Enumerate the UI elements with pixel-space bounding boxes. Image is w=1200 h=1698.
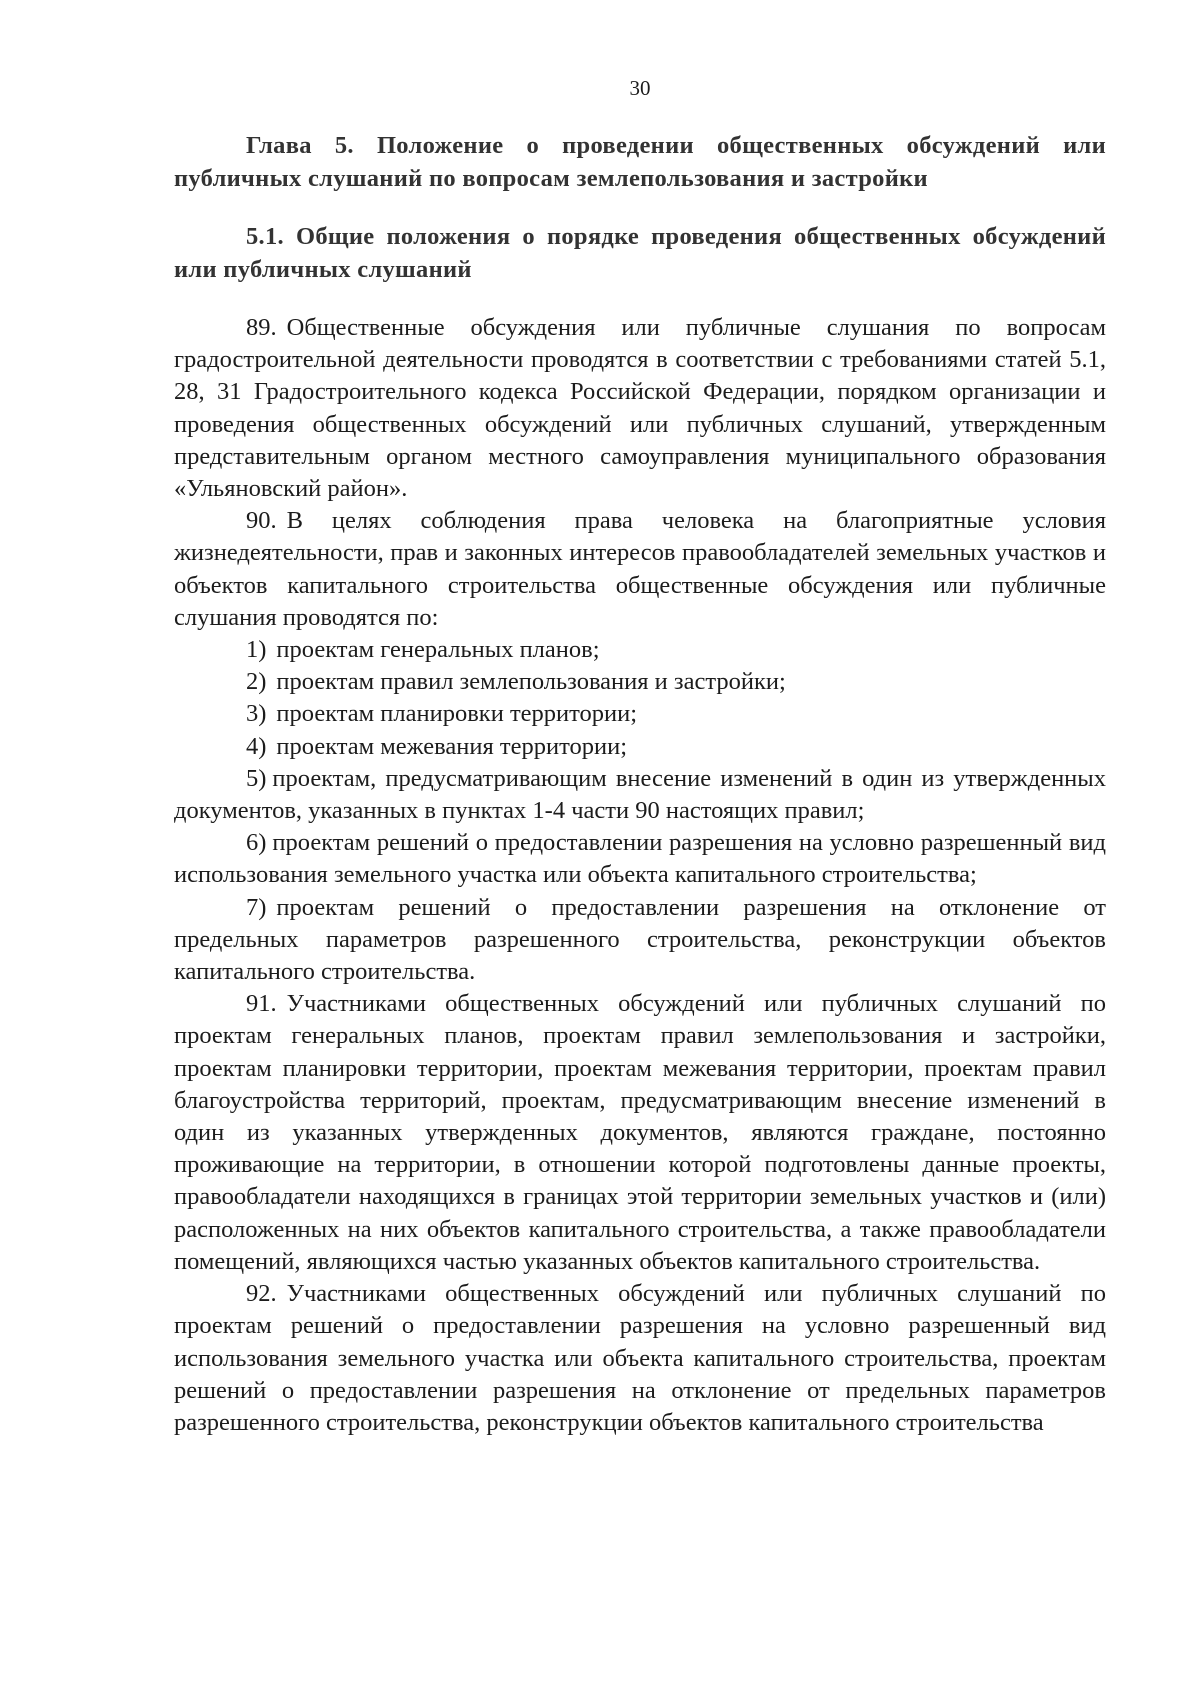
chapter-title: Глава 5. Положение о проведении общественных обсуждений или публичных слушаний по вопросам землепользования и застройки	[174, 132, 1106, 192]
paragraph-text: В целях соблюдения права человека на благоприятные условия жизнедеятельности, прав и законных интересов правообладателей земельных участков и объектов капитального строительства общественные обсуждения или публичные слушания проводятся по:	[174, 507, 1106, 631]
paragraph-90	[174, 505, 1106, 634]
list-item-text: проектам, предусматривающим внесение изменений в один из утвержденных документов, указанных в пунктах 1-4 части 90 настоящих правил;	[174, 764, 1106, 825]
list-item-number: 7)	[246, 893, 267, 921]
list-item-number: 6)	[246, 829, 267, 857]
list-item	[174, 698, 1106, 730]
list-item-number: 1)	[246, 636, 267, 664]
paragraph-number: 89.	[246, 314, 277, 341]
list-item-text: проектам решений о предоставлении разрешения на отклонение от предельных параметров разрешенного строительства, реконструкции объектов капитального строительства.	[174, 893, 1106, 986]
list-item	[174, 731, 1106, 763]
paragraph-number: 92.	[246, 1280, 277, 1308]
list-item-text: проектам планировки территории;	[276, 700, 638, 728]
list-item	[174, 666, 1106, 698]
list-item	[174, 634, 1106, 666]
list-item	[174, 827, 1106, 891]
list-item-text: проектам правил землепользования и застройки;	[276, 668, 786, 696]
list-item	[174, 763, 1106, 827]
list-item-text: проектам межевания территории;	[276, 732, 627, 760]
paragraph-92	[174, 1278, 1106, 1439]
page-number: 30	[629, 76, 651, 100]
paragraph-text: Участниками общественных обсуждений или публичных слушаний по проектам генеральных планов, проектам правил землепользования и застройки, проектам планировки территории, проектам межевания территории, проектам правил благоустройства территорий, проектам, предусматривающим внесение изменений в один из указанных утвержденных документов, являются граждане, постоянно проживающие на территории, в отношении которой подготовлены данные проекты, правообладатели находящихся в границах этой территории земельных участков и (или) расположенных на них объектов капитального строительства, а также правообладатели помещений, являющихся частью указанных объектов капитального строительства.	[174, 990, 1106, 1275]
paragraph-91	[174, 988, 1106, 1278]
list-item-text: проектам решений о предоставлении разрешения на условно разрешенный вид использования земельного участка или объекта капитального строительства;	[174, 829, 1106, 889]
list-item	[174, 892, 1106, 989]
paragraph-text: Участниками общественных обсуждений или публичных слушаний по проектам решений о предоставлении разрешения на условно разрешенный вид использования земельного участка или объекта капитального строительства, проектам решений о предоставлении разрешения на отклонение от предельных параметров разрешенного строительства, реконструкции объектов капитального строительства	[174, 1280, 1106, 1436]
section-title: 5.1. Общие положения о порядке проведения общественных обсуждений или публичных слушаний	[174, 223, 1106, 283]
list-item-text: проектам генеральных планов;	[276, 636, 600, 664]
list-item-number: 2)	[246, 668, 267, 696]
paragraph-89	[174, 312, 1106, 505]
paragraph-text: Общественные обсуждения или публичные слушания по вопросам градостроительной деятельности проводятся в соответствии с требованиями статей 5.1, 28, 31 Градостроительного кодекса Российской Федерации, порядком организации и проведения общественных обсуждений или публичных слушаний, утвержденным представительным органом местного самоуправления муниципального образования «Ульяновский район».	[174, 314, 1106, 503]
paragraph-number: 90.	[246, 507, 277, 535]
list-item-number: 3)	[246, 700, 267, 728]
list-item-number: 4)	[246, 732, 267, 760]
list-item-number: 5)	[246, 764, 267, 792]
paragraph-number: 91.	[246, 990, 277, 1018]
